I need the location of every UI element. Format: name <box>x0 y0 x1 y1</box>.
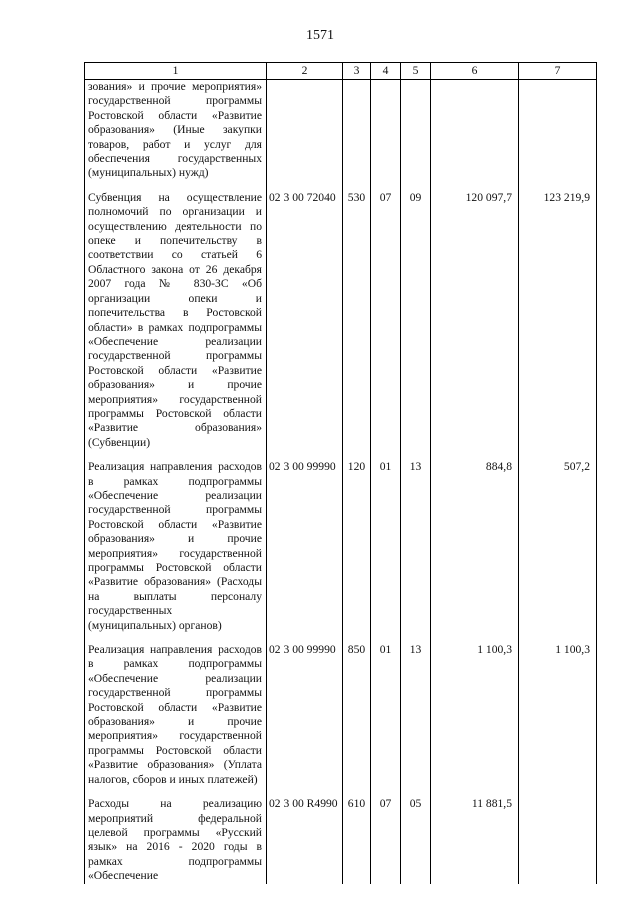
column-header: 4 <box>371 63 401 80</box>
column-header: 5 <box>401 63 431 80</box>
amount-year-2: 123 219,9 <box>519 191 597 460</box>
subsection-code: 09 <box>401 191 431 460</box>
expense-type-code: 610 <box>343 797 371 883</box>
table-row <box>85 191 597 460</box>
column-header: 7 <box>519 63 597 80</box>
column-header: 6 <box>431 63 519 80</box>
amount-year-1 <box>431 80 519 191</box>
page-number: 1571 <box>306 28 334 43</box>
amount-year-2 <box>519 797 597 883</box>
expense-type-code: 850 <box>343 643 371 797</box>
target-article-code <box>267 80 343 191</box>
column-header: 1 <box>85 63 267 80</box>
amount-year-1: 1 100,3 <box>431 643 519 797</box>
amount-year-1: 884,8 <box>431 460 519 643</box>
table-row <box>85 80 597 191</box>
amount-year-2: 507,2 <box>519 460 597 643</box>
amount-year-1: 11 881,5 <box>431 797 519 883</box>
table-row <box>85 797 597 883</box>
subsection-code: 05 <box>401 797 431 883</box>
section-code: 01 <box>371 460 401 643</box>
section-code: 01 <box>371 643 401 797</box>
row-description: Расходы на реализацию мероприятий федеральной целевой программы «Русский язык» на 2016 - 2020 годы в рамках подпрограммы «Обеспечение <box>85 797 267 883</box>
row-description: зования» и прочие мероприятия» государственной программы Ростовской области «Развитие образования» (Иные закупки товаров, работ и услуг для обеспечения государственных (муниципальных) нужд) <box>85 80 267 191</box>
section-code: 07 <box>371 797 401 883</box>
column-header: 3 <box>343 63 371 80</box>
amount-year-2 <box>519 80 597 191</box>
column-header: 2 <box>267 63 343 80</box>
section-code <box>371 80 401 191</box>
subsection-code <box>401 80 431 191</box>
expense-type-code <box>343 80 371 191</box>
table-row <box>85 460 597 643</box>
subsection-code: 13 <box>401 460 431 643</box>
row-description: Реализация направления расходов в рамках подпрограммы «Обеспечение реализации государственной программы Ростовской области «Развитие образования» и прочие мероприятия» государственной программы Ростовской области «Развитие образования» (Уплата налогов, сборов и иных платежей) <box>85 643 267 797</box>
target-article-code: 02 3 00 99990 <box>267 643 343 797</box>
table-row <box>85 643 597 797</box>
target-article-code: 02 3 00 R4990 <box>267 797 343 883</box>
subsection-code: 13 <box>401 643 431 797</box>
amount-year-1: 120 097,7 <box>431 191 519 460</box>
amount-year-2: 1 100,3 <box>519 643 597 797</box>
table-header-row <box>85 63 597 80</box>
expense-type-code: 530 <box>343 191 371 460</box>
row-description: Субвенция на осуществление полномочий по организации и осуществлению деятельности по опеке и попечительству в соответствии со статьей 6 Областного закона от 26 декабря 2007 года № 830-ЗС «Об организации опеки и попечительства в Ростовской области» в рамках подпрограммы «Обеспечение реализации государственной программы Ростовской области «Развитие образования» и прочие мероприятия» государственной программы Ростовской области «Развитие образования» (Субвенции) <box>85 191 267 460</box>
row-description: Реализация направления расходов в рамках подпрограммы «Обеспечение реализации государственной программы Ростовской области «Развитие образования» и прочие мероприятия» государственной программы Ростовской области «Развитие образования» (Расходы на выплаты персоналу государственных (муниципальных) органов) <box>85 460 267 643</box>
expense-type-code: 120 <box>343 460 371 643</box>
section-code: 07 <box>371 191 401 460</box>
budget-table <box>84 62 597 884</box>
target-article-code: 02 3 00 99990 <box>267 460 343 643</box>
target-article-code: 02 3 00 72040 <box>267 191 343 460</box>
